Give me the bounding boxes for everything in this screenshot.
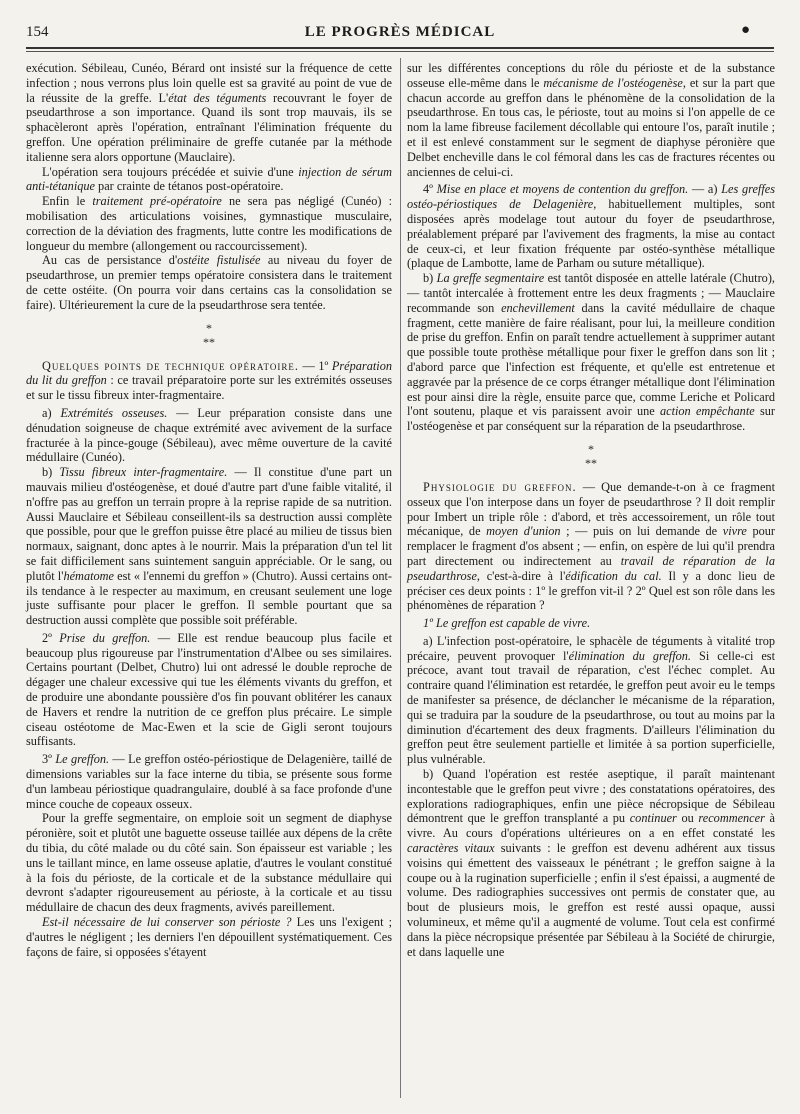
text-run: Au cas de persistance d' bbox=[42, 253, 178, 268]
text-run: * bbox=[206, 320, 212, 335]
paragraph bbox=[407, 634, 775, 767]
text-run: pour remplacer le fragment d'os absent ; — enfin, on espère de lui qu'il prendra part directement ou indirectement au bbox=[407, 524, 775, 568]
text-run: moyen d'union bbox=[486, 524, 561, 539]
text-run: — 1º bbox=[298, 358, 332, 373]
text-run: suivants : le greffon est devenu adhérent aux tissus voisins qui émettent des vaisseaux le pénétrant ; le greffon saigne à la coupe ou à la rugination superficielle ; enfin il s'est épaissi, a augmenté de volume. Des radiographies successives ont permis de constater que, au bout de plusieurs mois, le greffon est resté aussi opaque, aussi volumineux, et même qu'il a augmenté de volume. Tout cela est confirmé dans la pièce nécropsique présentée par Sébileau à la Société de chirurgie, et dans laquelle une bbox=[407, 841, 775, 959]
paragraph bbox=[407, 182, 775, 271]
text-run: b) Quand l'opération est restée aseptique, il paraît maintenant incontestable que le greffon peut vivre ; des constatations opératoires, des explorations radiographiques, enfin une pièce nécropsique de Sébileau démontrent que le greffon transplanté a pu bbox=[407, 767, 775, 826]
text-run: enchevillement bbox=[501, 300, 575, 315]
text-run: Tissu fibreux inter-fragmentaire. bbox=[59, 465, 228, 480]
text-run: — Leur préparation consiste dans une dénudation soigneuse de chaque extrémité avec avivement de la surface fracturée à la pince-gouge (Sébileau), avec même ouverture de la cavité médullaire (Cunéo). bbox=[26, 405, 392, 465]
paragraph bbox=[26, 165, 392, 195]
section-asterism bbox=[26, 321, 392, 349]
text-run: ; — puis on lui demande de bbox=[560, 524, 723, 539]
text-run: a) bbox=[42, 405, 61, 420]
text-run: ou bbox=[676, 811, 699, 826]
text-run: Physiologie du greffon. bbox=[423, 479, 577, 494]
text-run: recommencer bbox=[698, 811, 765, 826]
text-run: , habituellement multiples, sont disposées après modelage tout autour du foyer de pseudarthrose, préalablement préparé par l'avivement des fragments, la mise au contact de ceux-ci, et leur fixation fréquente par ostéo-synthèse métallique (plaque de Lambotte, lame de Parham ou suture métallique). bbox=[407, 197, 775, 271]
text-run: 1º Le greffon est capable de vivre. bbox=[423, 616, 591, 631]
text-run: Il y a donc lieu de préciser ces deux points : 1º le greffon vit-il ? 2º Quel est son rôle dans les phénomènes de réparation ? bbox=[407, 568, 775, 613]
text-run: ** bbox=[585, 455, 597, 470]
text-run: b) bbox=[423, 271, 437, 286]
paragraph bbox=[26, 406, 392, 465]
text-run: 3º bbox=[42, 752, 56, 767]
text-run: — Il constitue d'une part un mauvais milieu d'ostéogenèse, et doué d'autre part d'une faible vitalité, il n'offre pas au greffon un terrain propre à la reprise rapide de sa nutrition. Aussi Mauclaire et Sébileau conseillent-ils sa destruction aussi complète que possible, pour que le greffon puisse être placé au milieu de tissus bien normaux, saignant, donc aptes à le nourrir. Mais la préparation d'un tel lit se fait difficilement sans suintement sanguin appréciable. Or le sang, ou plutôt l' bbox=[26, 465, 392, 583]
text-run: Préparation du lit du greffon bbox=[26, 358, 392, 388]
paragraph bbox=[26, 253, 392, 312]
text-run: Est-il nécessaire de lui conserver son périoste ? bbox=[42, 915, 292, 930]
paragraph bbox=[26, 194, 392, 253]
text-run: sur les différentes conceptions du rôle du périoste et de la substance osseuse elle-même dans le bbox=[407, 61, 775, 90]
running-header bbox=[26, 24, 774, 46]
text-run: traitement pré-opératoire bbox=[92, 194, 222, 209]
text-run: ne sera pas négligé (Cunéo) : mobilisation des articulations voisines, gymnastique musculaire, correction de la déviation des fragments, lutte contre les modifications de longueur du membre (allongement ou raccourcissement). bbox=[26, 194, 392, 253]
column-divider bbox=[400, 58, 401, 1098]
subsection-heading bbox=[407, 616, 775, 631]
text-run: caractères vitaux bbox=[407, 841, 495, 856]
text-run: hématome bbox=[63, 568, 114, 583]
text-run: mécanisme de l'ostéogenèse bbox=[543, 75, 683, 90]
right-column bbox=[407, 61, 775, 959]
text-run: Mise en place et moyens de contention du greffon. bbox=[436, 182, 689, 197]
text-run: , et sur la part que chacun accorde au greffon dans le phénomène de la consolidation de la pseudarthrose. En tous cas, le périoste, tout au moins si l'on appelle de ce nom la lame fibreuse facilement décollable qui entoure l'os, paraît inutile ; et il est enlevé constamment sur le segment de diaphyse péronière que Delbet encheville dans le col fémoral dans les cas de fractures récentes ou anciennes de celui-ci. bbox=[407, 75, 775, 179]
text-run: — Elle est rendue beaucoup plus facile et beaucoup plus rigoureuse par l'instrumentation d'Albee ou ses similaires. Certains pourtant (Delbet, Chutro) lui ont adressé le double reproche de dégager une chaleur excessive qui tue les éléments vivants du greffon, et de produire une abondante poussière d'os fin pouvant oblitérer les canaux de Havers et rendre la nutrition de ce greffon plus précaire. Le simple ciseau ostéotome de Mac-Ewen et la scie de Gigli seront toujours suffisants. bbox=[26, 630, 392, 749]
text-run: L'opération sera toujours précédée et suivie d'une bbox=[42, 164, 299, 179]
header-rule-thin bbox=[26, 51, 774, 52]
paragraph bbox=[407, 767, 775, 959]
left-column bbox=[26, 61, 392, 959]
paragraph bbox=[407, 480, 775, 613]
text-run: sur l'ostéogenèse et par conséquent sur la réparation de la pseudarthrose. bbox=[407, 404, 775, 434]
text-run: dans la cavité médullaire de chaque fragment, cette manière de faire réalisant, pour lui, la meilleure condition de prise du greffon. Enfin on paraît tendre actuellement à supprimer autant que possible toute prothèse métallique pour fixer le greffon dans son lit ; d'abord parce que l'infection est fréquente, et qu'elle est entretenue et aggravée par la présence de ce corps étranger métallique dont l'élimination est pour ainsi dire la règle, ensuite parce que, comme Leriche et Policard l'ont soutenu, plaque et vis paraissent avoir une bbox=[407, 300, 775, 419]
text-run: , c'est-à-dire à l' bbox=[476, 568, 566, 583]
text-run: * bbox=[588, 441, 594, 456]
text-run: b) bbox=[42, 465, 60, 480]
text-run: Enfin le bbox=[42, 194, 93, 209]
text-run: état des téguments bbox=[168, 90, 267, 105]
text-run: Les uns l'exigent ; d'autres le négligent ; les derniers l'en dépouillent systématiquement. Ces façons de faire, si opposées s'étayent bbox=[26, 915, 392, 959]
paragraph bbox=[26, 915, 392, 959]
paragraph bbox=[26, 61, 392, 165]
text-run: au niveau du foyer de pseudarthrose, un premier temps opératoire consistera dans le traitement de cette ostéite. (On pourra voir dans certains cas la consolidation se faire). Ultérieurement la cure de la pseudarthrose sera tentée. bbox=[26, 253, 392, 312]
paragraph bbox=[407, 271, 775, 434]
text-run: — Que demande-t-on à ce fragment osseux que l'on interpose dans un foyer de pseudarthrose ? Il doit remplir pour Imbert un triple rôle : d'abord, et très accessoirement, un rôle tout mécanique, de bbox=[407, 479, 775, 539]
journal-title: LE PROGRÈS MÉDICAL bbox=[304, 24, 496, 40]
text-run: Les greffes ostéo-périostiques de Delagenière bbox=[407, 182, 775, 212]
paragraph bbox=[407, 61, 775, 179]
paragraph bbox=[26, 465, 392, 628]
text-run: action empêchante bbox=[659, 404, 755, 419]
text-run: Prise du greffon. bbox=[59, 630, 151, 645]
ornament-dot: ● bbox=[740, 22, 750, 38]
text-run: 4º bbox=[423, 182, 437, 197]
text-run: ostéite fistulisée bbox=[177, 253, 261, 268]
paragraph bbox=[26, 811, 392, 915]
text-run: recouvrant le foyer de pseudarthrose a son importance. Quand ils sont trop mauvais, ils se sphacèleront après l'opération, entraînant l'élimination fréquente du greffon. Une opération préliminaire de greffe cutanée par la méthode italienne sera alors opportune (Mauclaire). bbox=[26, 90, 393, 164]
text-run: à vivre. Au cours d'opérations ultérieures on a en effet constaté les bbox=[407, 811, 775, 841]
text-run: injection de sérum anti-tétanique bbox=[26, 164, 393, 194]
text-run: Extrémités osseuses. bbox=[60, 405, 168, 420]
header-rule bbox=[26, 47, 774, 49]
text-run: exécution. Sébileau, Cunéo, Bérard ont insisté sur la fréquence de cette infection ; nous verrons plus loin quelle est sa gravité au point de vue de la réussite de la greffe. L' bbox=[26, 61, 392, 105]
text-run: est tantôt disposée en attelle latérale (Chutro), — tantôt intercalée à frottement entre les deux fragments ; — Mauclaire recommande son bbox=[407, 271, 775, 315]
text-run: travail de réparation de la pseudarthrose bbox=[407, 553, 775, 583]
text-run: 2º bbox=[42, 630, 60, 645]
text-run: continuer bbox=[629, 811, 677, 826]
text-run: édification du cal. bbox=[565, 568, 662, 583]
paragraph bbox=[26, 359, 392, 403]
text-run: : ce travail préparatoire porte sur les extrémités osseuses et sur le tissu fibreux inter-fragmentaire. bbox=[26, 373, 392, 403]
text-run: vivre bbox=[722, 524, 747, 539]
text-run: Si celle-ci est précoce, avant tout travail de réparation, c'est l'échec complet. Au contraire quand l'élimination est retardée, le greffon peut avoir eu le temps de manifester sa présence, de déclancher le mécanisme de la réparation, qui se traduira par la soudure de la pseudarthrose, ou tout au moins par la diminution d'écartement des deux fragments. D'ailleurs l'élimination du greffon peut être seulement partielle et limitée à sa portion superficielle, plus vulnérable. bbox=[407, 648, 775, 767]
text-run: Quelques points de technique opératoire. bbox=[42, 358, 299, 373]
section-asterism bbox=[407, 442, 775, 470]
text-run: élimination du greffon. bbox=[568, 648, 692, 663]
page-number: 154 bbox=[26, 24, 49, 40]
text-run: — a) bbox=[688, 182, 722, 197]
text-run: La greffe segmentaire bbox=[436, 271, 545, 286]
text-run: Pour la greffe segmentaire, on emploie soit un segment de diaphyse péronière, soit et plutôt une baguette osseuse taillée aux dépens de la crête du tibia, du côté malade ou du côté sain. Son épaisseur est variable ; les uns le taillant mince, en lame osseuse aplatie, d'autres le voulant constitué à la fois du périoste, de la corticale et de la substance médullaire qui devront s'adapter rigoureusement au périoste, à la corticale et au tissu médullaire de chacun des deux fragments, avivés pareillement. bbox=[26, 811, 392, 915]
text-run: Le greffon. bbox=[55, 752, 110, 767]
paragraph bbox=[26, 631, 392, 749]
text-run: est « l'ennemi du greffon » (Chutro). Aussi certains ont-ils tendance à le respecter au maximum, en creusant seulement une loge juste suffisante pour placer le greffon. Il semble pourtant que sa destruction aussi complète que possible soit préférable. bbox=[26, 568, 393, 628]
paragraph bbox=[26, 752, 392, 811]
text-run: ** bbox=[203, 334, 215, 349]
text-run: a) L'infection post-opératoire, le sphacèle de téguments à vitalité trop précaire, peuvent provoquer l' bbox=[407, 633, 775, 663]
text-run: par crainte de tétanos post-opératoire. bbox=[94, 179, 284, 194]
text-run: — Le greffon ostéo-périostique de Delagenière, taillé de dimensions variables sur la face interne du tibia, se présente sous forme d'un lambeau périostique quadrangulaire, doublé à sa face profonde d'une mince couche de copeaux osseux. bbox=[26, 752, 392, 811]
